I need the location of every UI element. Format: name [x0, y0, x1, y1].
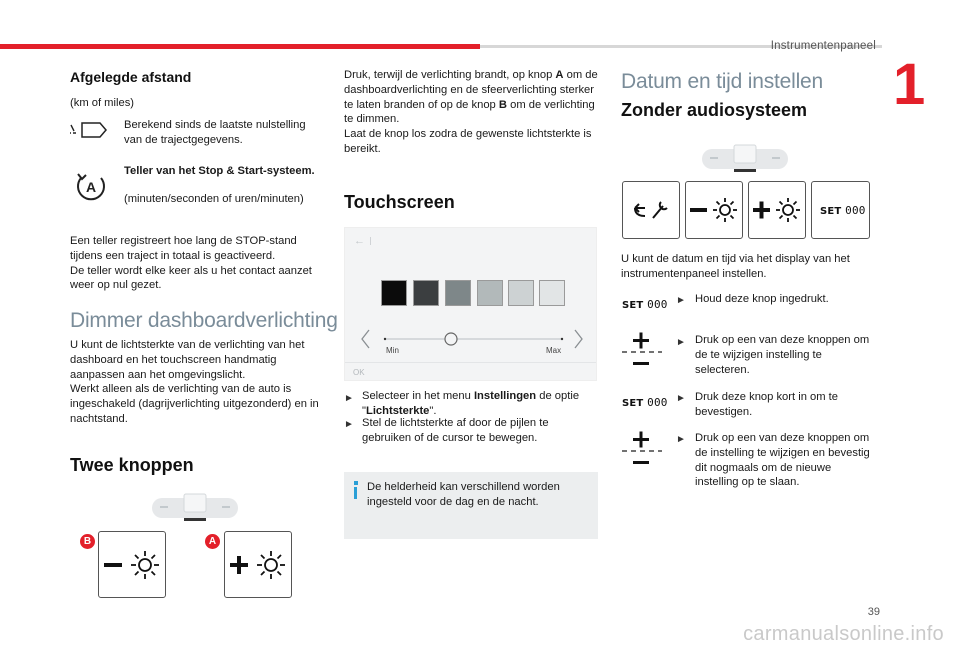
bullet-marker: ► — [676, 337, 686, 348]
stop-start-description: Een teller registreert hoe lang de STOP-stand tijdens een traject in totaal is geactiveerd. De teller wordt elke keer als u het contact aanzet weer op nul gezet. — [70, 235, 312, 292]
brightness-swatch — [381, 280, 407, 306]
dimmer-description: U kunt de lichtsterkte van de verlichting van het dashboard en het touchscreen handmatig aanpassen aan het omgevingslicht. Werkt alleen als de verlichting van de auto is ingeschakeld (dagrijverlichting uitgezonderd) en in nachtstand. — [70, 339, 319, 425]
bullet-marker: ► — [344, 419, 354, 430]
bullet-marker: ► — [676, 295, 686, 306]
stop-start-icon — [73, 168, 109, 204]
touchscreen-step-1: Selecteer in het menu Instellingen de optie "Lichtsterkte". — [362, 390, 580, 417]
back-arrow-icon[interactable]: ← — [354, 235, 365, 247]
two-buttons-heading: Twee knoppen — [70, 455, 194, 475]
stop-start-heading: Teller van het Stop & Start-systeem. — [124, 165, 315, 177]
dim-button-b[interactable] — [98, 531, 166, 598]
plus-sun-button[interactable] — [748, 181, 806, 239]
plus-minus-icon — [620, 331, 664, 371]
plus-sun-icon — [225, 532, 291, 597]
stop-start-unit: (minuten/seconden of uren/minuten) — [124, 193, 304, 205]
brightness-swatch — [445, 280, 471, 306]
info-icon-dot — [354, 481, 358, 485]
datetime-step-2: Druk op een van deze knoppen om de te wijzigen instelling te selecteren. — [695, 334, 870, 376]
datetime-step-1: Houd deze knop ingedrukt. — [695, 293, 829, 305]
datetime-intro: U kunt de datum en tijd via het display van het instrumentenpaneel instellen. — [621, 253, 850, 280]
minus-sun-button[interactable] — [685, 181, 743, 239]
button-b-marker: B — [80, 534, 95, 549]
chapter-number: 1 — [893, 52, 926, 117]
brightness-swatch — [477, 280, 503, 306]
minus-sun-icon — [686, 182, 742, 238]
no-audio-heading: Zonder audiosysteem — [621, 100, 808, 120]
button-a-marker: A — [205, 534, 220, 549]
datetime-heading: Datum en tijd instellen — [621, 70, 824, 93]
datetime-step-3: Druk deze knop kort in om te bevestigen. — [695, 391, 839, 418]
brightness-screen — [344, 227, 597, 381]
brightness-swatch — [413, 280, 439, 306]
set-label: SET 000 — [820, 204, 866, 217]
bullet-marker: ► — [344, 393, 354, 404]
slider-min-label: Min — [386, 346, 399, 355]
minus-sun-icon — [99, 532, 165, 597]
ok-button[interactable]: OK — [353, 368, 365, 377]
back-wrench-button[interactable] — [622, 181, 680, 239]
section-title: Instrumentenpaneel — [770, 40, 876, 52]
press-instructions: Druk, terwijl de verlichting brandt, op knop A om de dashboardverlichting en de sfeerverlichting sterker te laten branden of op de knop B om de verlichting te dimmen. Laat de knop los zodra de gewenste lichtsterkte is bereikt. — [344, 69, 598, 155]
back-wrench-icon — [623, 182, 679, 238]
odometer-icon — [66, 118, 116, 140]
right-arrow-icon — [575, 330, 582, 348]
info-note-text: De helderheid kan verschillend worden ingesteld voor de dag en de nacht. — [367, 481, 560, 508]
bullet-marker: ► — [676, 393, 686, 404]
touchscreen-heading: Touchscreen — [344, 192, 455, 212]
title-separator — [370, 237, 371, 245]
trip-distance-description: Berekend sinds de laatste nulstelling van de trajectgegevens. — [124, 119, 306, 146]
brightness-swatch — [508, 280, 534, 306]
left-arrow-icon — [362, 330, 369, 348]
set-000-icon: SET 000 — [622, 396, 668, 409]
info-icon — [354, 487, 357, 499]
brightness-swatch — [539, 280, 565, 306]
set-000-button[interactable] — [811, 181, 870, 239]
bullet-marker: ► — [676, 434, 686, 445]
watermark: carmanualsonline.info — [743, 622, 944, 645]
page-number: 39 — [867, 606, 880, 618]
touchscreen-step-2: Stel de lichtsterkte af door de pijlen te gebruiken of de cursor te bewegen. — [362, 417, 549, 444]
dashboard-illustration — [700, 141, 790, 175]
brighten-button-a[interactable] — [224, 531, 292, 598]
header-red-bar — [0, 44, 480, 49]
set-000-icon: SET 000 — [622, 298, 668, 311]
footer-divider — [345, 362, 596, 363]
trip-distance-unit: (km of miles) — [70, 97, 135, 109]
slider-max-label: Max — [546, 346, 562, 355]
svg-text:A: A — [85, 179, 97, 195]
plus-minus-icon — [620, 430, 664, 470]
datetime-step-4: Druk op een van deze knoppen om de instelling te wijzigen en bevestig dit nogmaals om de nieuwe instelling op te slaan. — [695, 432, 870, 489]
plus-sun-icon — [749, 182, 805, 238]
dashboard-illustration — [150, 490, 240, 524]
trip-distance-heading: Afgelegde afstand — [70, 69, 192, 85]
dimmer-heading: Dimmer dashboardverlichting — [70, 309, 338, 332]
